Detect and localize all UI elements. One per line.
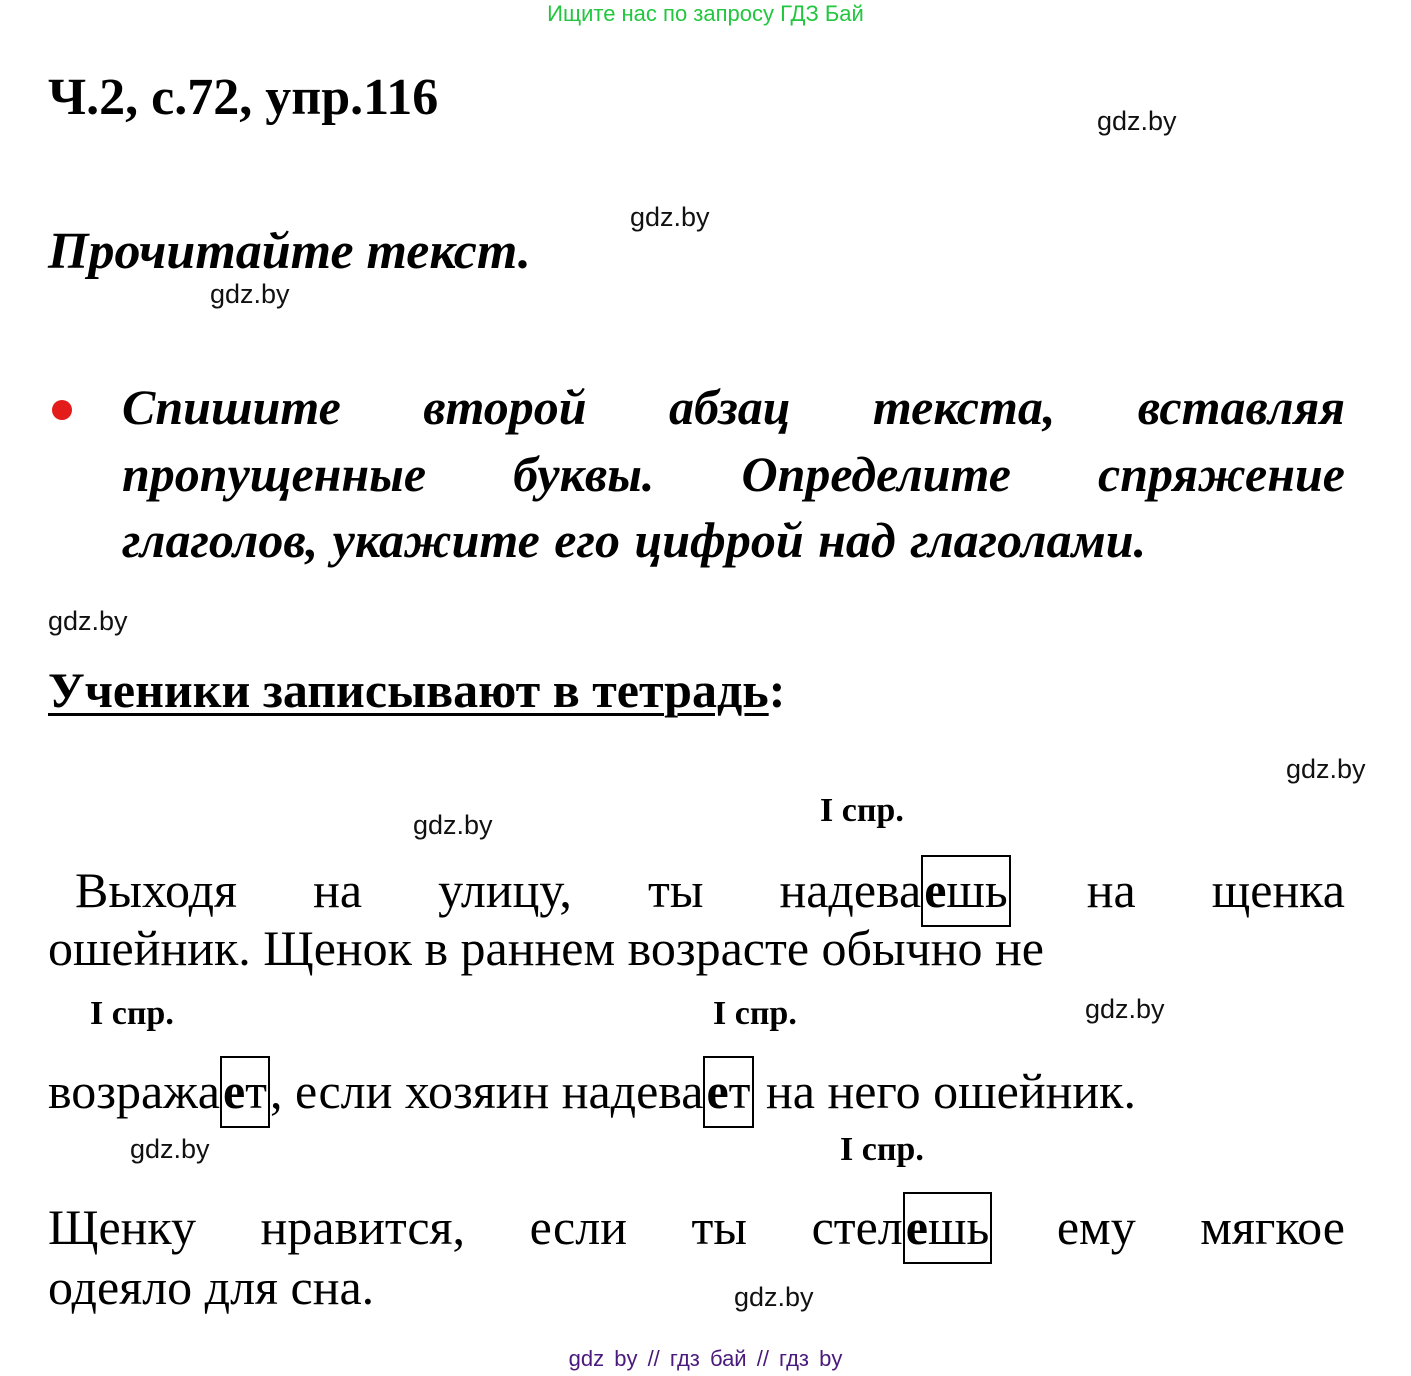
- text: , если хозяин надева: [270, 1063, 704, 1119]
- task-line: Спишите второй абзац текста, вставляя: [122, 379, 1345, 435]
- ending-vowel: е: [706, 1063, 729, 1119]
- page-title: Ч.2, с.72, упр.116: [48, 69, 439, 126]
- ending-box: [703, 1056, 753, 1128]
- text-line-5: одеяло для сна.: [48, 1259, 375, 1315]
- ending-rest: шь: [946, 862, 1008, 918]
- conjugation-label: I спр.: [713, 995, 797, 1032]
- text-line-4: [48, 1192, 1345, 1264]
- bottom-watermark: gdz by // гдз бай // гдз by: [568, 1346, 843, 1371]
- watermark: gdz.by: [413, 810, 493, 840]
- watermark: gdz.by: [1286, 754, 1366, 784]
- text: Выходя на улицу, ты надева: [75, 862, 922, 918]
- watermark: gdz.by: [48, 606, 128, 636]
- watermark: gdz.by: [630, 202, 710, 232]
- ending-rest: т: [245, 1063, 268, 1119]
- ending-box: [921, 855, 1011, 927]
- text: ему мягкое: [992, 1199, 1345, 1255]
- watermark: gdz.by: [1085, 994, 1165, 1024]
- text: на него ошейник.: [753, 1063, 1136, 1119]
- text-line-1: [75, 855, 1345, 927]
- ending-box: [220, 1056, 270, 1128]
- task-line: глаголов, укажите его цифрой над глаголами.: [122, 512, 1147, 568]
- task-line: пропущенные буквы. Определите спряжение: [122, 446, 1345, 502]
- conjugation-label: I спр.: [840, 1131, 924, 1168]
- ending-rest: т: [728, 1063, 751, 1119]
- conjugation-label: I спр.: [90, 995, 174, 1032]
- conjugation-label: I спр.: [820, 792, 904, 829]
- ending-box: [903, 1192, 993, 1264]
- text-line-2: ошейник. Щенок в раннем возрасте обычно не: [48, 920, 1044, 976]
- ending-vowel: е: [924, 862, 947, 918]
- watermark: gdz.by: [130, 1134, 210, 1164]
- ending-vowel: е: [222, 1063, 246, 1119]
- watermark: gdz.by: [210, 279, 290, 309]
- text: Щенку нравится, если ты стел: [48, 1199, 903, 1255]
- instruction: Прочитайте текст.: [48, 223, 531, 280]
- top-watermark: Ищите нас по запросу ГДЗ Бай: [547, 1, 864, 26]
- bullet-icon: [52, 400, 72, 420]
- section-heading: [48, 662, 786, 718]
- ending-rest: шь: [927, 1199, 990, 1255]
- text: возража: [48, 1063, 220, 1119]
- watermark: gdz.by: [734, 1282, 814, 1312]
- ending-vowel: е: [905, 1199, 928, 1255]
- watermark: gdz.by: [1097, 106, 1177, 136]
- heading-colon: :: [768, 662, 786, 718]
- text: на щенка: [1010, 862, 1345, 918]
- heading-text: Ученики записывают в тетрадь: [48, 662, 769, 718]
- text-line-3: [48, 1056, 1136, 1128]
